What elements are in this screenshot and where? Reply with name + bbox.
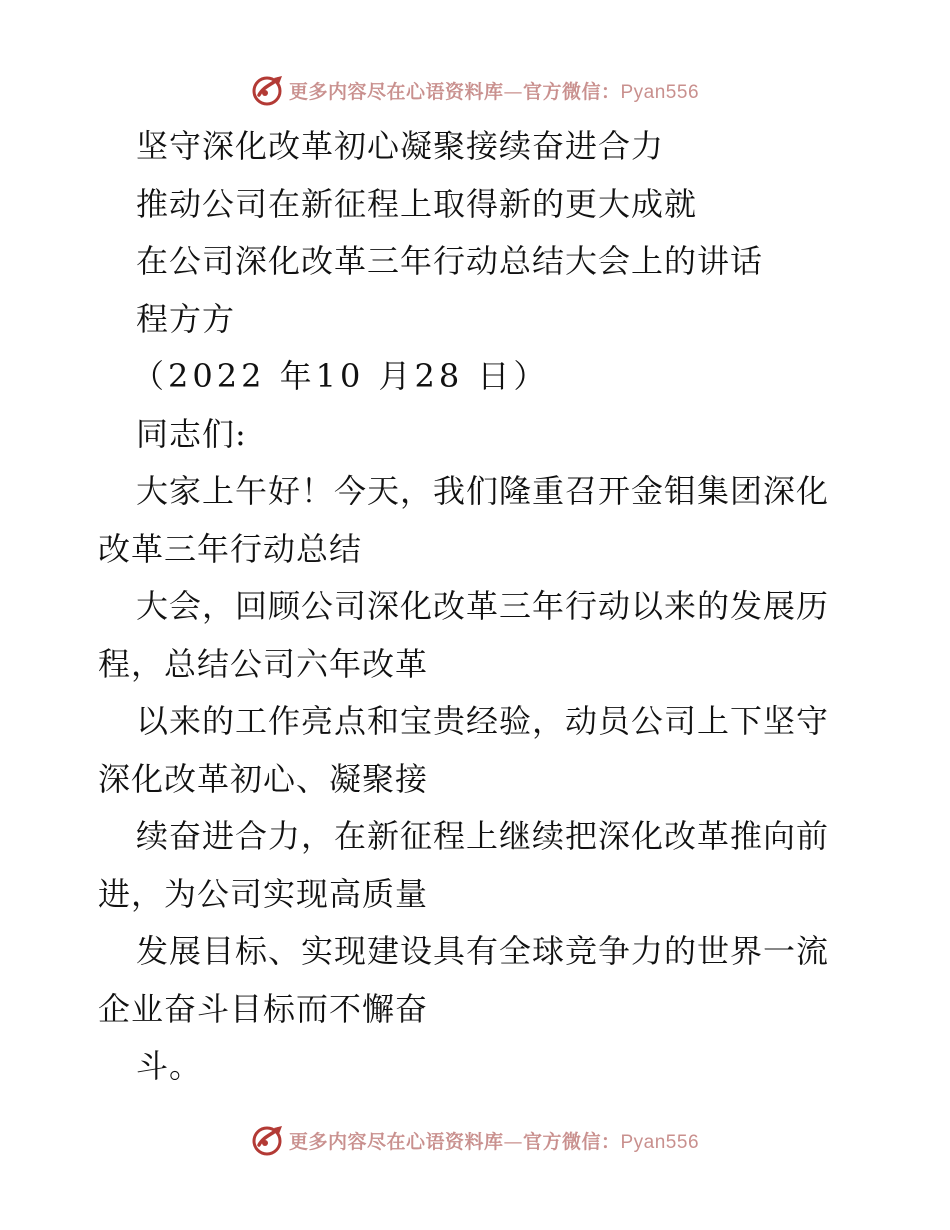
watermark-site: 更多内容尽在心语资料库	[288, 1130, 504, 1153]
paragraph-line: 大家上午好！今天，我们隆重召开金钼集团深化	[136, 472, 830, 510]
paragraph-line: 程，总结公司六年改革	[98, 644, 429, 683]
paragraph-line: 进，为公司实现高质量	[98, 874, 429, 913]
title-line-1: 坚守深化改革初心凝聚接续奋进合力	[136, 127, 665, 165]
author-name: 程方方	[136, 299, 236, 338]
paragraph-line: 企业奋斗目标而不懈奋	[98, 989, 429, 1028]
title-line-2: 推动公司在新征程上取得新的更大成就	[136, 184, 698, 223]
watermark-text	[289, 77, 699, 104]
watermark-header	[0, 70, 950, 110]
paragraph-line: 发展目标、实现建设具有全球竞争力的世界一流	[136, 932, 830, 970]
watermark-separator: —	[503, 1130, 523, 1153]
paragraph-line: 大会，回顾公司深化改革三年行动以来的发展历	[136, 587, 830, 625]
watermark-id: Pyan556	[620, 1131, 700, 1153]
paragraph-line: 改革三年行动总结	[98, 529, 363, 568]
watermark-footer	[0, 1120, 950, 1160]
paragraph-line: 以来的工作亮点和宝贵经验，动员公司上下坚守	[136, 702, 830, 740]
watermark-separator: —	[503, 80, 523, 103]
watermark-contact: 官方微信：	[522, 1130, 621, 1153]
book-pen-logo-icon	[251, 1123, 285, 1157]
watermark-site: 更多内容尽在心语资料库	[288, 80, 504, 103]
watermark-text	[289, 1127, 699, 1154]
document-body	[98, 118, 858, 1096]
salutation: 同志们:	[136, 414, 247, 453]
speech-date: （2022 年10 月28 日）	[132, 357, 550, 395]
watermark-contact: 官方微信：	[522, 80, 621, 103]
paragraph-line: 续奋进合力，在新征程上继续把深化改革推向前	[136, 817, 830, 855]
paragraph-line: 深化改革初心、凝聚接	[98, 759, 429, 798]
watermark-id: Pyan556	[620, 81, 700, 103]
book-pen-logo-icon	[251, 73, 285, 107]
title-line-3: 在公司深化改革三年行动总结大会上的讲话	[136, 242, 764, 280]
paragraph-line: 斗。	[136, 1047, 203, 1085]
